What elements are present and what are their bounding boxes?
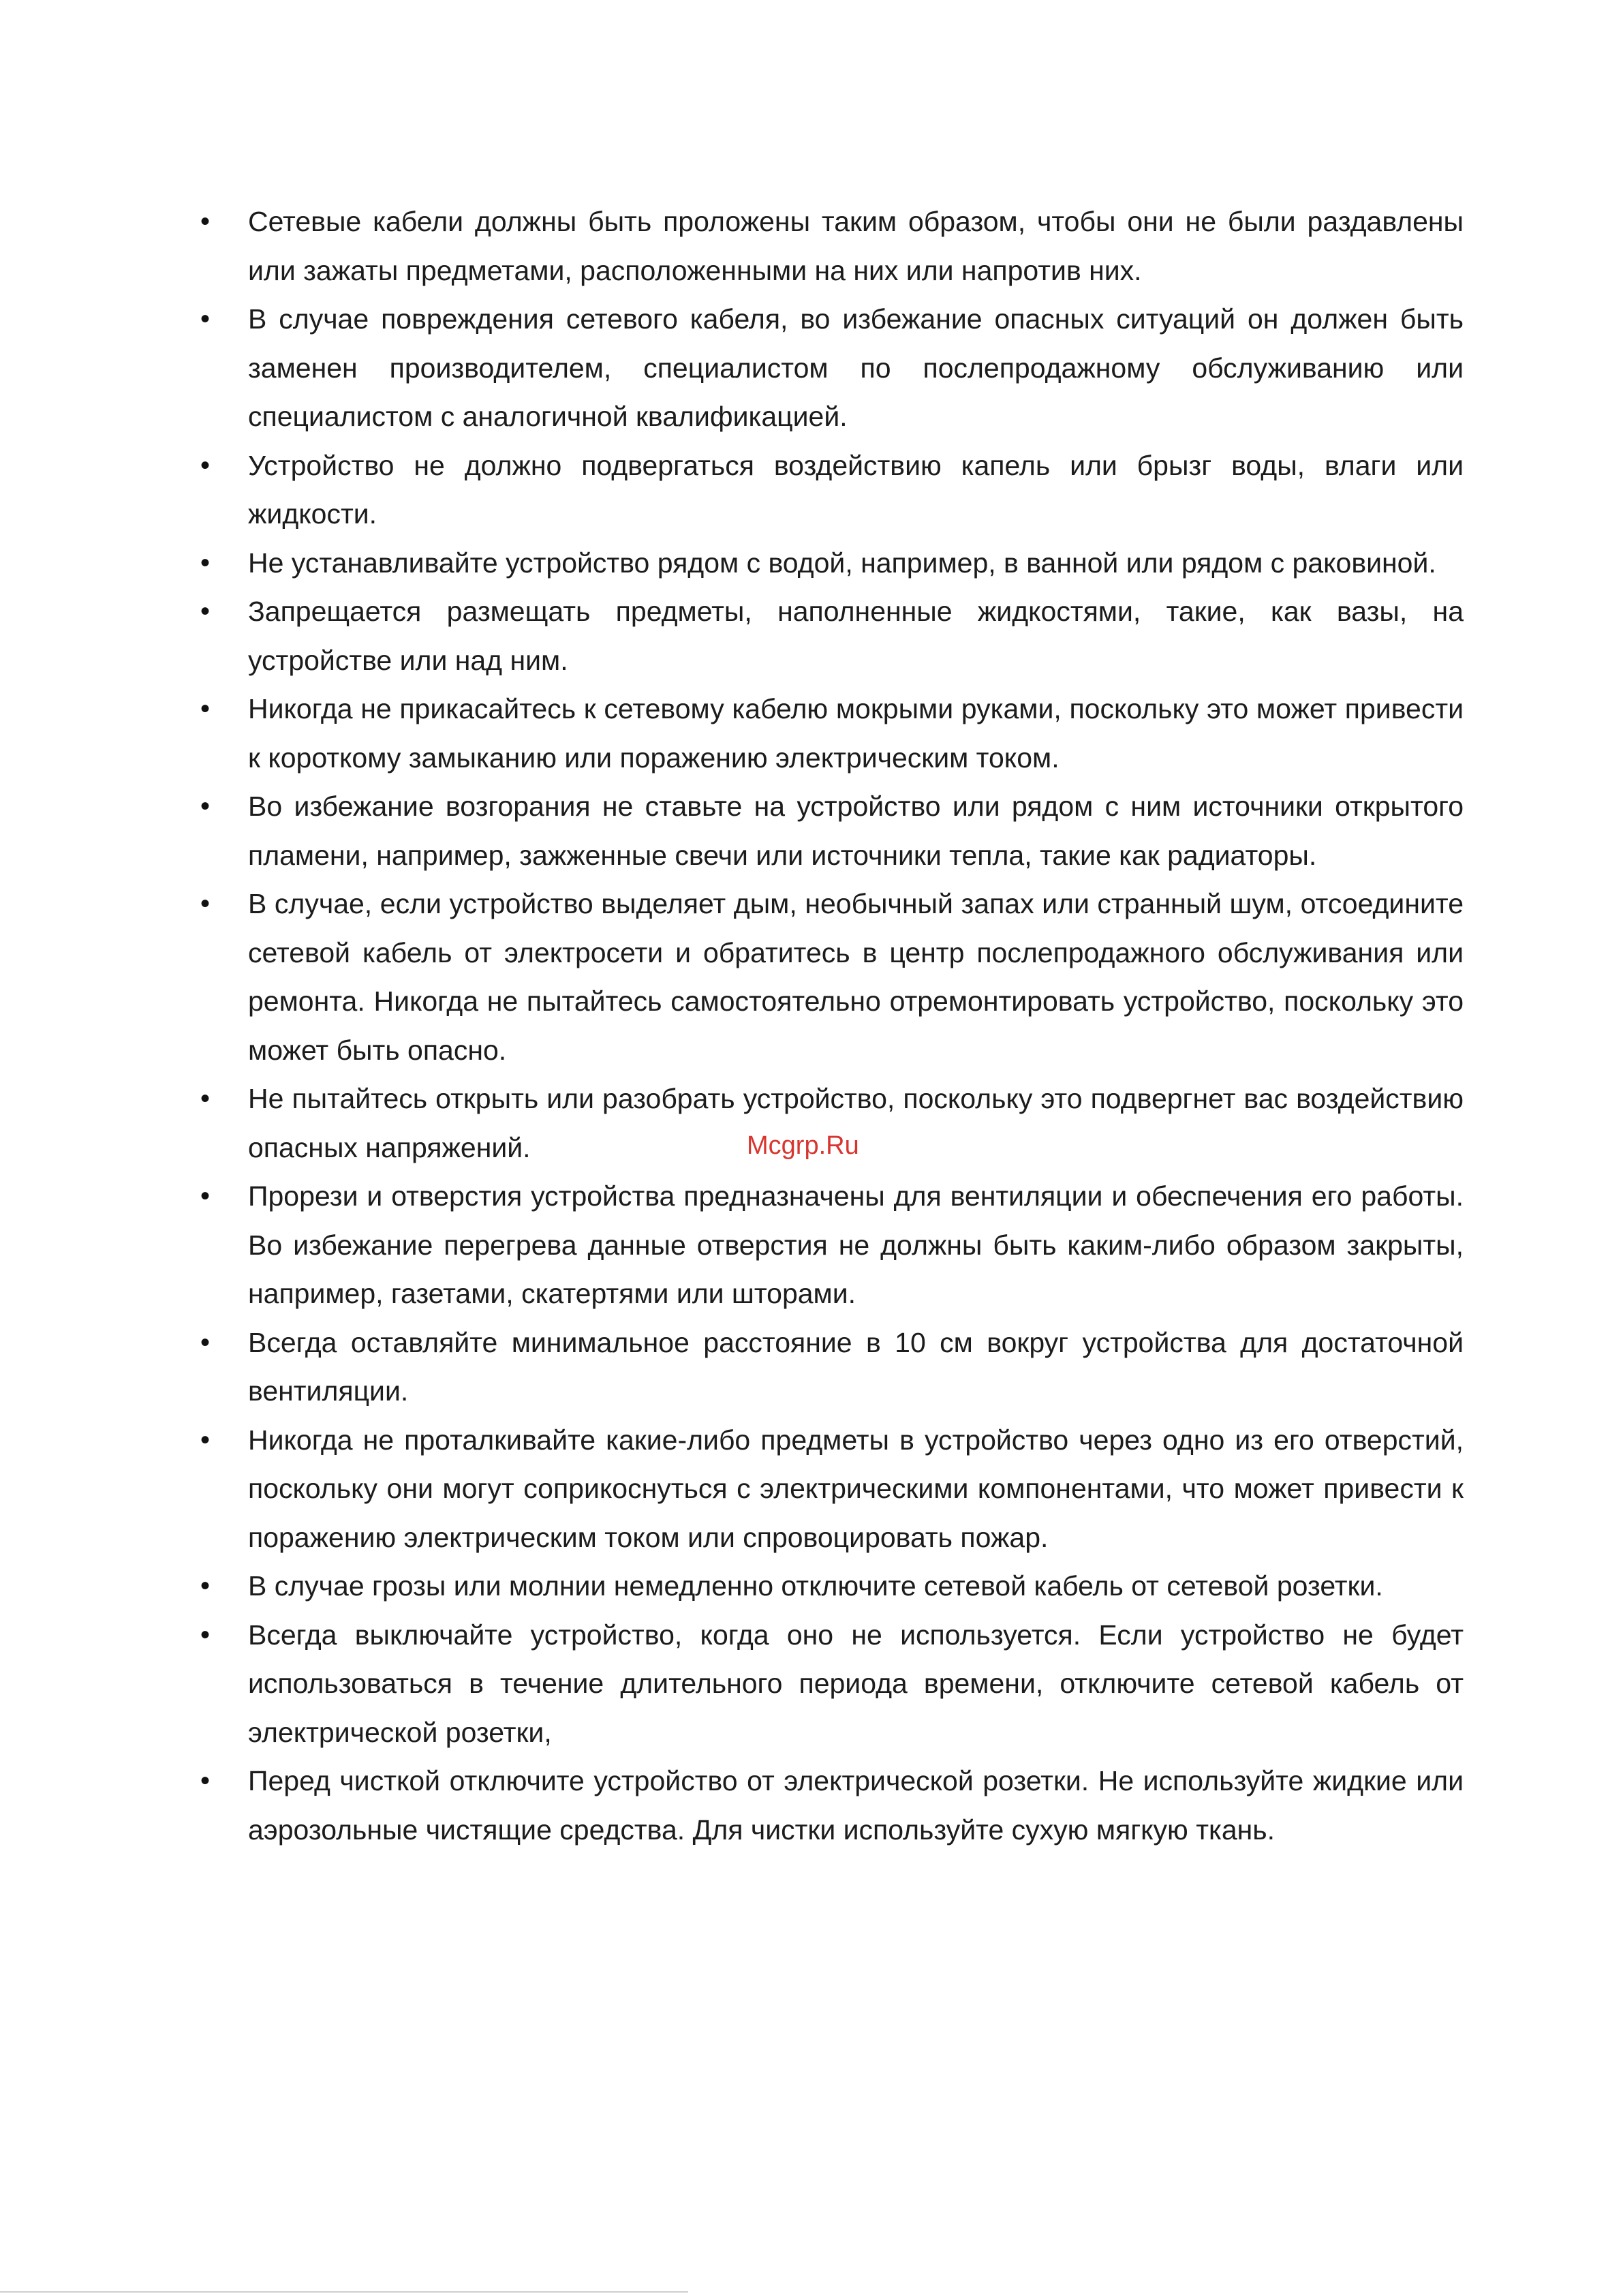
list-item-text: Никогда не прикасайтесь к сетевому кабелю мокрыми руками, поскольку это может привести к короткому замыканию или поражению электрическим током. bbox=[248, 693, 1464, 774]
list-item bbox=[199, 1757, 1464, 1854]
safety-instructions-list bbox=[199, 198, 1464, 1854]
list-item-text: Всегда выключайте устройство, когда оно не используется. Если устройство не будет использоваться в течение длительного периода времени, отключите сетевой кабель от электрической розетки, bbox=[248, 1619, 1464, 1748]
bullet-icon: • bbox=[200, 596, 211, 626]
list-item-text: Никогда не проталкивайте какие-либо предметы в устройство через одно из его отверстий, поскольку они могут соприкоснуться с электрическими компонентами, что может привести к поражению электрическим током или спровоцировать пожар. bbox=[248, 1424, 1464, 1553]
bullet-icon: • bbox=[200, 1571, 211, 1601]
bullet-icon: • bbox=[200, 889, 211, 919]
bullet-icon: • bbox=[200, 694, 211, 724]
bullet-icon: • bbox=[200, 1084, 211, 1114]
list-item-text: Не пытайтесь открыть или разобрать устройство, поскольку это подвергнет вас воздействию опасных напряжений. bbox=[248, 1083, 1464, 1163]
bullet-icon: • bbox=[200, 1619, 211, 1650]
list-item-text: Сетевые кабели должны быть проложены таким образом, чтобы они не были раздавлены или зажаты предметами, расположенными на них или напротив них. bbox=[248, 206, 1464, 286]
list-item-text: Во избежание возгорания не ставьте на устройство или рядом с ним источники открытого пламени, например, зажженные свечи или источники тепла, такие как радиаторы. bbox=[248, 791, 1464, 871]
list-item-text: Устройство не должно подвергаться воздействию капель или брызг воды, влаги или жидкости. bbox=[248, 449, 1464, 530]
list-item bbox=[199, 880, 1464, 1075]
list-item-text: Всегда оставляйте минимальное расстояние в 10 см вокруг устройства для достаточной вентиляции. bbox=[248, 1326, 1464, 1407]
list-item bbox=[199, 1416, 1464, 1563]
bullet-icon: • bbox=[200, 1424, 211, 1455]
bullet-icon: • bbox=[200, 547, 211, 578]
list-item bbox=[199, 587, 1464, 685]
list-item bbox=[199, 1319, 1464, 1416]
list-item-text: В случае грозы или молнии немедленно отключите сетевой кабель от сетевой розетки. bbox=[248, 1570, 1383, 1602]
list-item-text: Запрещается размещать предметы, наполненные жидкостями, такие, как вазы, на устройстве или над ним. bbox=[248, 596, 1464, 676]
list-item-text: В случае, если устройство выделяет дым, необычный запах или странный шум, отсоедините сетевой кабель от электросети и обратитесь в центр послепродажного обслуживания или ремонта. Никогда не пытайтесь самостоятельно отремонтировать устройство, поскольку это может быть опасно. bbox=[248, 888, 1464, 1066]
bullet-icon: • bbox=[200, 304, 211, 334]
watermark: Mcgrp.Ru bbox=[747, 1131, 859, 1160]
list-item-text: Не устанавливайте устройство рядом с водой, например, в ванной или рядом с раковиной. bbox=[248, 547, 1436, 579]
list-item-text: В случае повреждения сетевого кабеля, во избежание опасных ситуаций он должен быть заменен производителем, специалистом по послепродажному обслуживанию или специалистом с аналогичной квалификацией. bbox=[248, 303, 1464, 432]
list-item-text: Перед чисткой отключите устройство от электрической розетки. Не используйте жидкие или аэрозольные чистящие средства. Для чистки используйте сухую мягкую ткань. bbox=[248, 1765, 1464, 1846]
list-item bbox=[199, 1611, 1464, 1758]
bullet-icon: • bbox=[200, 1181, 211, 1211]
bullet-icon: • bbox=[200, 450, 211, 480]
list-item bbox=[199, 442, 1464, 539]
list-item bbox=[199, 539, 1464, 588]
list-item bbox=[199, 782, 1464, 880]
list-item bbox=[199, 295, 1464, 442]
footer-divider bbox=[0, 2291, 688, 2293]
bullet-icon: • bbox=[200, 1327, 211, 1358]
bullet-icon: • bbox=[200, 1766, 211, 1796]
list-item bbox=[199, 685, 1464, 782]
bullet-icon: • bbox=[200, 206, 211, 236]
list-item bbox=[199, 1562, 1464, 1611]
list-item bbox=[199, 1172, 1464, 1319]
list-item-text: Прорези и отверстия устройства предназначены для вентиляции и обеспечения его работы. Во избежание перегрева данные отверстия не должны быть каким-либо образом закрыты, например, газетами, скатертями или шторами. bbox=[248, 1180, 1464, 1309]
list-item bbox=[199, 198, 1464, 295]
bullet-icon: • bbox=[200, 791, 211, 821]
